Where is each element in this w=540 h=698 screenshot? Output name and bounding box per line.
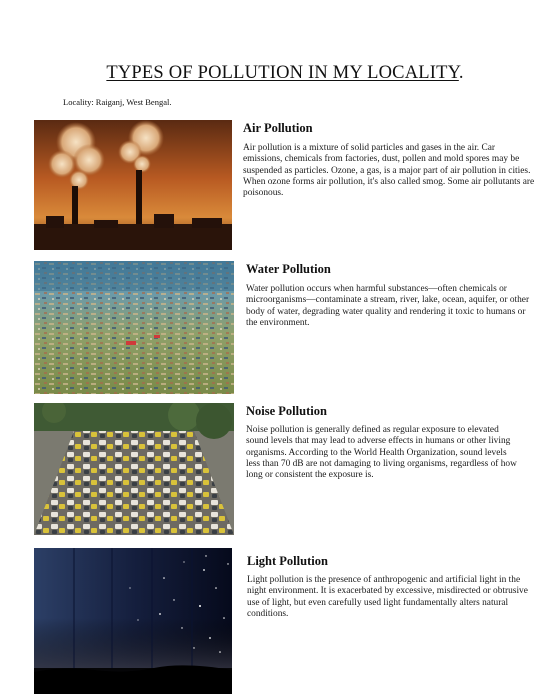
water-pollution-text: Water pollution occurs when harmful substances—often chemicals or microorganisms—contaminate a stream, river, lake, ocean, aquifer, or other body of water, degrading water quality and rendering it toxic to humans or the environment. [246,284,530,328]
page-title-text: TYPES OF POLLUTION IN MY LOCALITY [106,63,459,83]
locality-label: Locality: Raiganj, West Bengal. [63,97,172,107]
water-pollution-heading: Water Pollution [246,262,331,276]
air-pollution-image [34,120,232,250]
noise-pollution-image [34,403,234,535]
page-title [0,63,540,84]
water-pollution-image [34,261,234,394]
light-pollution-image [34,548,232,694]
air-pollution-text: Air pollution is a mixture of solid particles and gases in the air. Car emissions, chemicals from factories, dust, pollen and mold spores may be suspended as particles. Ozone, a gas, is a major part of air pollution in cities. When ozone forms air pollution, it's also called smog. Some air pollutants are poisonous. [243,143,535,199]
noise-pollution-heading: Noise Pollution [246,404,327,418]
page-title-period: . [458,63,464,83]
light-pollution-heading: Light Pollution [247,554,328,568]
light-pollution-text: Light pollution is the presence of anthropogenic and artificial light in the night environment. It is exacerbated by excessive, misdirected or obtrusive use of light, but even carefully used light fundamentally alters natural conditions. [247,575,528,619]
air-pollution-heading: Air Pollution [243,121,313,135]
noise-pollution-text: Noise pollution is generally defined as regular exposure to elevated sound levels that may lead to adverse effects in humans or other living organisms. According to the World Health Organization, sound levels less than 70 dB are not damaging to living organisms, regardless of how long or consistent the exposure is. [246,425,517,481]
